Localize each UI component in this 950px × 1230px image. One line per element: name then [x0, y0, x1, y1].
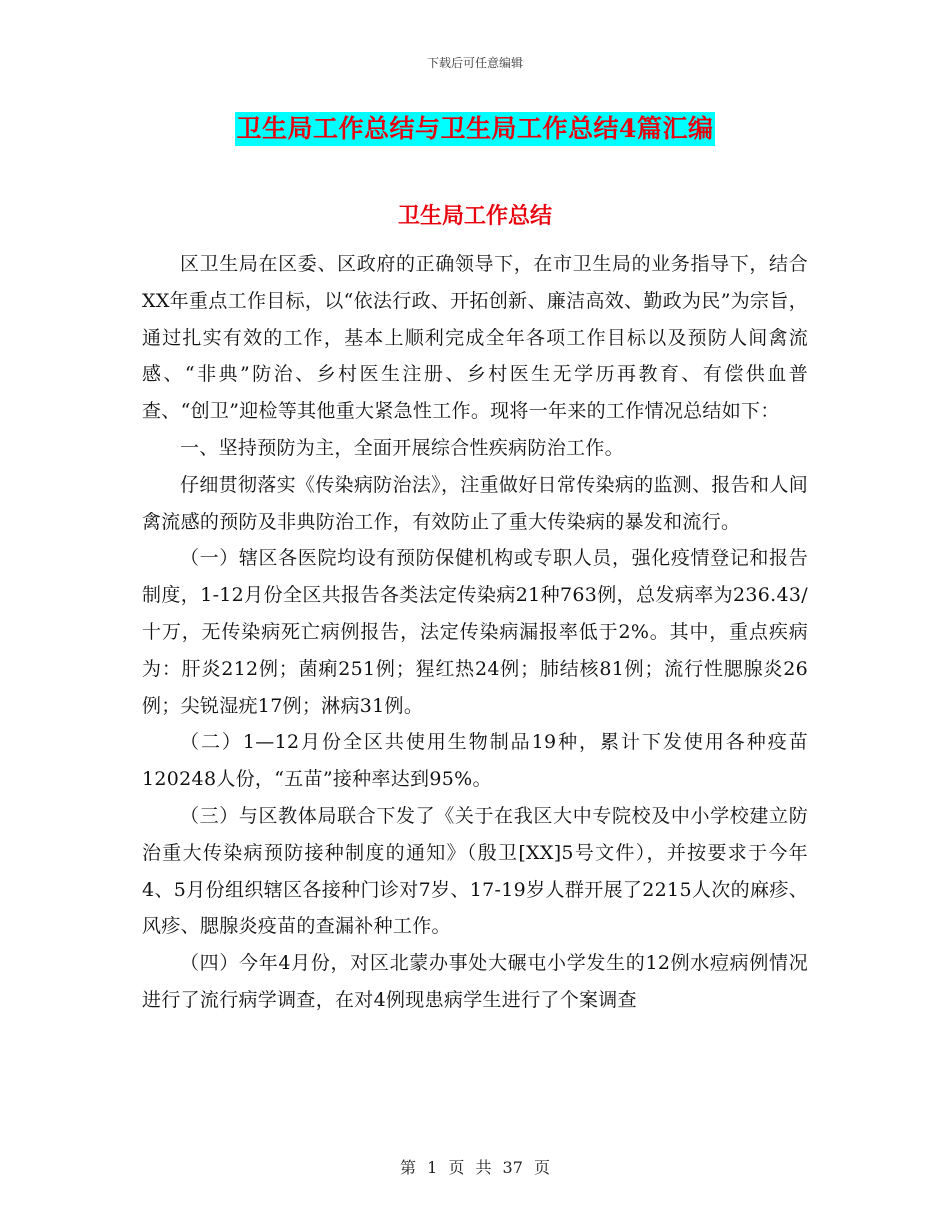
paragraph-intro: 区卫生局在区委、区政府的正确领导下，在市卫生局的业务指导下，结合XX年重点工作目标，以“依法行政、开拓创新、廉洁高效、勤政为民”为宗旨，通过扎实有效的工作，基本上顺利完成全年各项工作目标以及预防人间禽流感、“非典”防治、乡村医生注册、乡村医生无学历再教育、有偿供血普查、“创卫”迎检等其他重大紧急性工作。现将一年来的工作情况总结如下：: [142, 253, 808, 423]
document-title-container: [0, 112, 950, 146]
page-number: 第 1 页 共 37 页: [400, 1158, 550, 1177]
section-title: 卫生局工作总结: [397, 203, 552, 229]
document-title: 卫生局工作总结与卫生局工作总结4篇汇编: [235, 112, 716, 146]
paragraph-item-3: （三）与区教体局联合下发了《关于在我区大中专院校及中小学校建立防治重大传染病预防接种制度的通知》（殷卫[XX]5号文件），并按要求于今年4、5月份组织辖区各接种门诊对7岁、17-19岁人群开展了2215人次的麻疹、风疹、腮腺炎疫苗的查漏补种工作。: [142, 804, 808, 938]
paragraph-item-4: （四）今年4月份，对区北蒙办事处大碾屯小学发生的12例水痘病例情况进行了流行病学调查，在对4例现患病学生进行了个案调查: [142, 952, 808, 1011]
document-body: [142, 246, 808, 1019]
paragraph-law: 仔细贯彻落实《传染病防治法》，注重做好日常传染病的监测、报告和人间禽流感的预防及非典防治工作，有效防止了重大传染病的暴发和流行。: [142, 473, 808, 533]
paragraph-item-1: （一）辖区各医院均设有预防保健机构或专职人员，强化疫情登记和报告制度，1-12月份全区共报告各类法定传染病21种763例，总发病率为236.43/十万，无传染病死亡病例报告，法定传染病漏报率低于2%。其中，重点疾病为：肝炎212例；菌痢251例；猩红热24例；肺结核81例；流行性腮腺炎26例；尖锐湿疣17例；淋病31例。: [142, 547, 808, 717]
paragraph-heading-1: 一、坚持预防为主，全面开展综合性疾病防治工作。: [180, 436, 624, 459]
page-header-note: 下载后可任意编辑: [426, 56, 523, 70]
paragraph-item-2: （二）1—12月份全区共使用生物制品19种，累计下发使用各种疫苗120248人份，“五苗”接种率达到95%。: [142, 731, 808, 791]
